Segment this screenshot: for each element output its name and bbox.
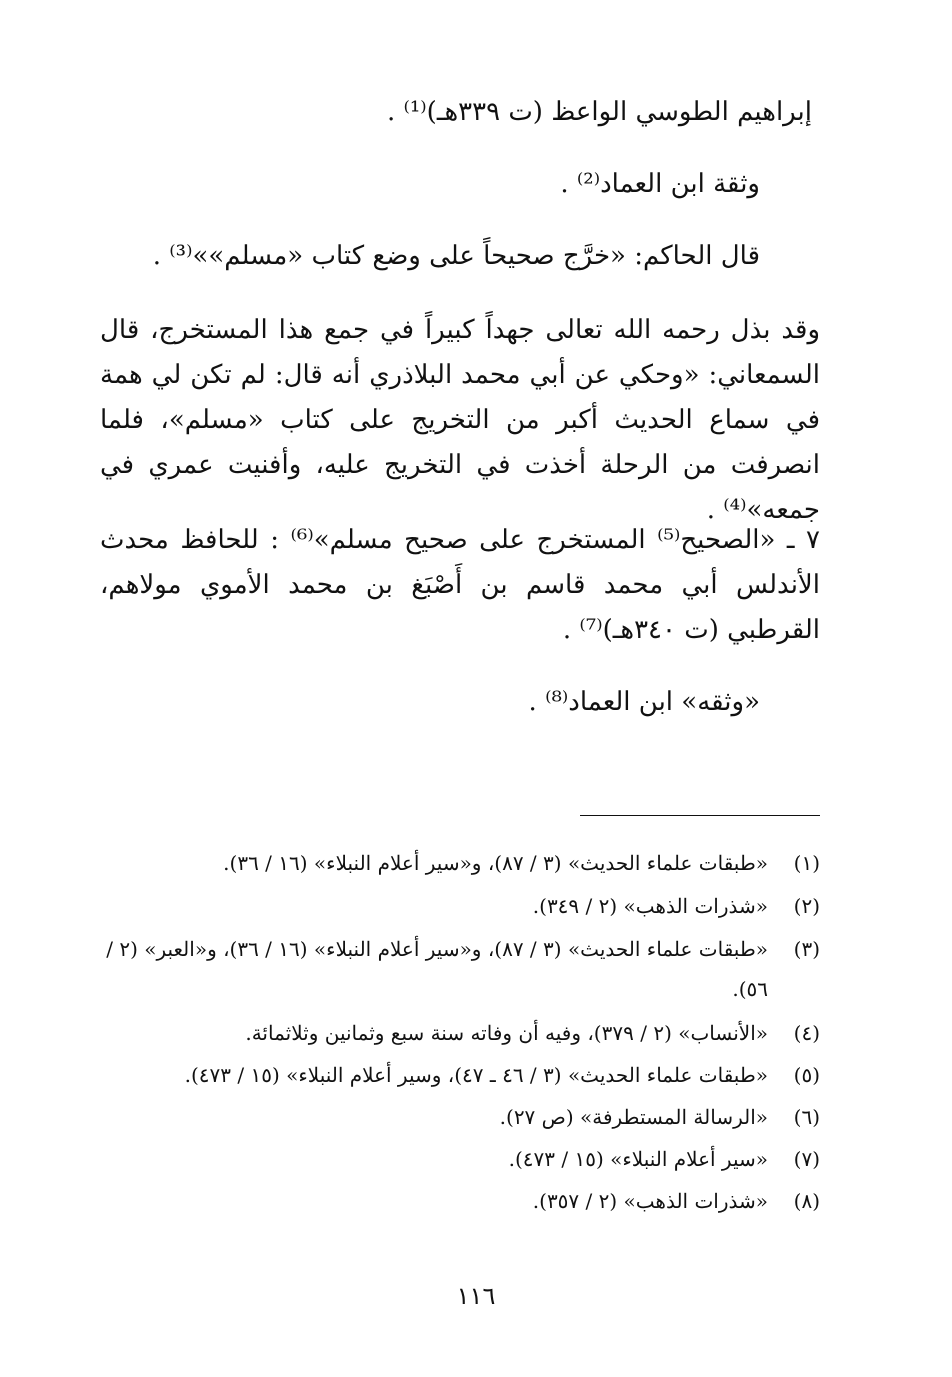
footnote [100,1139,820,1179]
paragraph-item-7: ٧ ـ «الصحيح⁽⁵⁾ المستخرج على صحيح مسلم»⁽⁶⁾ : للحافظ محدث الأندلس أبي محمد قاسم بن أَصْبَغ بن محمد الأموي مولاهم، القرطبي (ت ٣٤٠هـ)⁽⁷⁾ . [100,525,820,645]
footnote-text: «سير أعلام النبلاء» (١٥ / ٤٧٣). [508,1147,768,1171]
footnote-text: «طبقات علماء الحديث» (٣ / ٨٧)، و«سير أعلام النبلاء» (١٦ / ٣٦)، و«العبر» (٢ / ٥٦). [106,937,768,1001]
text-line-2: وثقة ابن العماد⁽²⁾ . [560,169,760,199]
footnote [100,886,820,926]
footnote-text: «طبقات علماء الحديث» (٣ / ٤٦ ـ ٤٧)، وسير أعلام النبلاء» (١٥ / ٤٧٣). [184,1063,768,1087]
paragraph-effort: وقد بذل رحمه الله تعالى جهداً كبيراً في جمع هذا المستخرج، قال السمعاني: «وحكي عن أبي محمد البلاذري أنه قال: لم تكن لي همة في سماع الحديث أكبر من التخريج على كتاب «مسلم»، فلما انصرفت من الرحلة أخذت في التخريج عليه، وأفنيت عمري في جمعه»⁽⁴⁾ . [100,315,821,525]
footnote-number: (٧) [793,1147,820,1171]
text-line-3: قال الحاكم: «خرَّج صحيحاً على وضع كتاب «مسلم»»⁽³⁾ . [152,241,760,271]
text-line-6: «وثقه» ابن العماد⁽⁸⁾ . [528,687,760,717]
footnote-text: «شذرات الذهب» (٢ / ٣٥٧). [532,1189,768,1213]
footnote [100,929,820,1009]
footnote-text: «شذرات الذهب» (٢ / ٣٤٩). [532,894,768,918]
footnote-text: «طبقات علماء الحديث» (٣ / ٨٧)، و«سير أعلام النبلاء» (١٦ / ٣٦). [223,851,768,875]
page-number: ١١٦ [456,1282,496,1310]
footnote-separator [580,815,820,816]
footnote-number: (١) [793,851,820,875]
footnote [100,843,820,883]
footnote-number: (٣) [793,937,820,961]
footnote-number: (٨) [793,1189,820,1213]
footnote [100,1181,820,1221]
footnote [100,1055,820,1095]
footnote-number: (٢) [793,894,820,918]
footnote [100,1097,820,1137]
footnote-number: (٦) [793,1105,820,1129]
footnote-text: «الأنساب» (٢ / ٣٧٩)، وفيه أن وفاته سنة سبع وثمانين وثلاثمائة. [245,1021,768,1045]
footnote-number: (٥) [793,1063,820,1087]
text-line-1: إبراهيم الطوسي الواعظ (ت ٣٣٩هـ)⁽¹⁾ . [386,97,812,127]
footnote-text: «الرسالة المستطرفة» (ص ٢٧). [499,1105,768,1129]
footnote-number: (٤) [793,1021,820,1045]
footnote [100,1013,820,1053]
